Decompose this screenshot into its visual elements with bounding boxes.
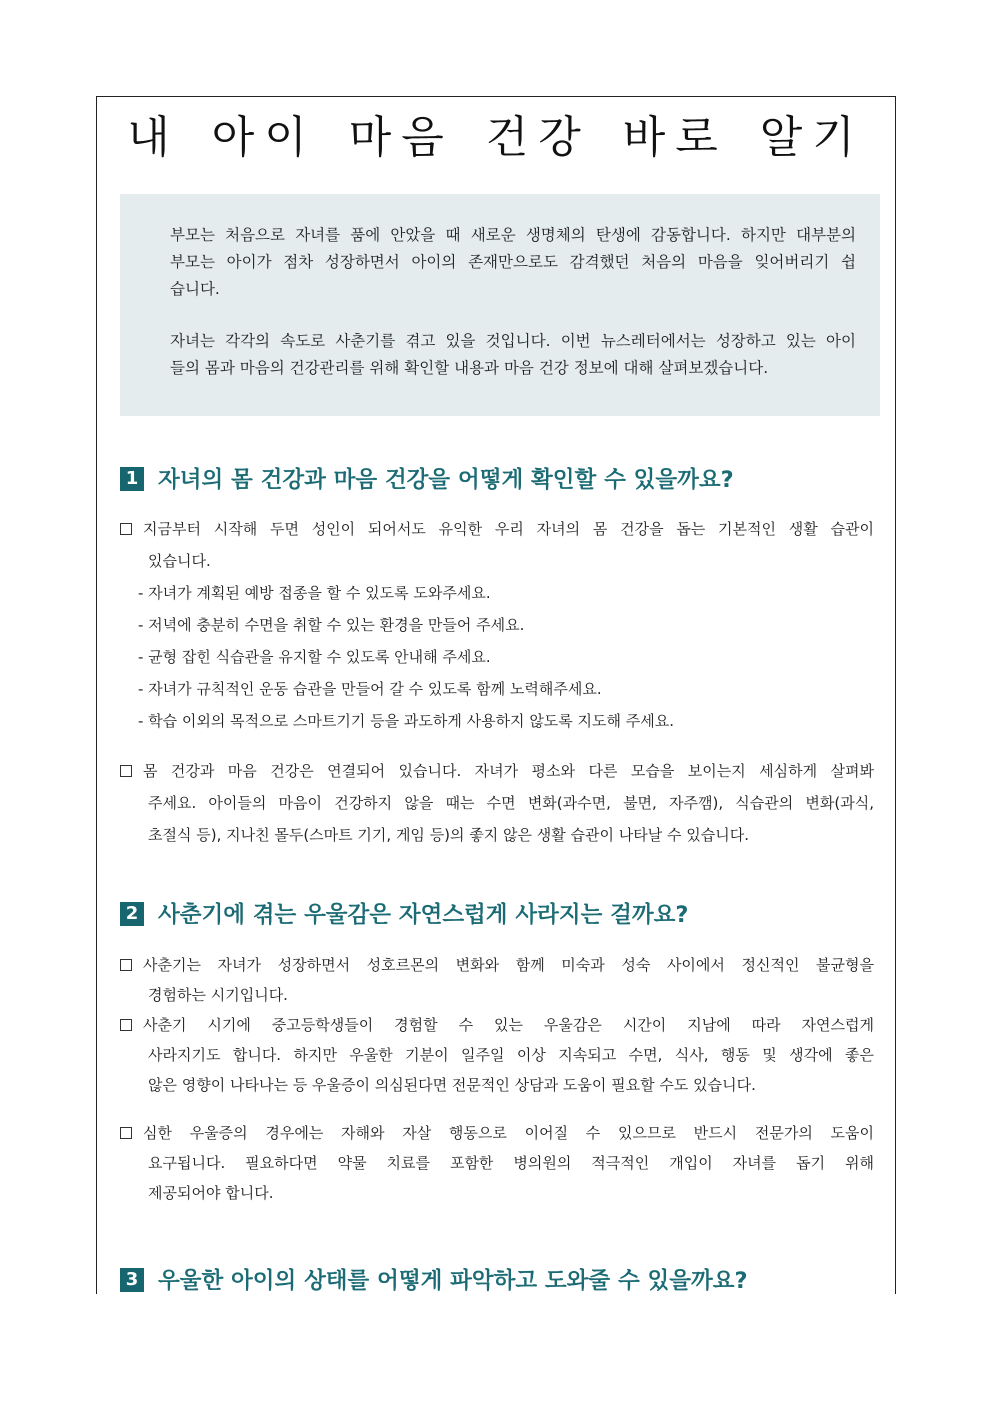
section-number-badge: 3	[120, 1268, 144, 1292]
bullet-item: 사춘기 시기에 중고등학생들이 경험할 수 있는 우울감은 시간이 지남에 따라 자연스럽게	[120, 1010, 874, 1040]
text-line: 주세요. 아이들의 마음이 건강하지 않을 때는 수면 변화(과수면, 불면, 자주깸), 식습관의 변화(과식,	[148, 794, 874, 812]
text-line: 않은 영향이 나타나는 등 우울증이 의심된다면 전문적인 상담과 도움이 필요할 수도 있습니다.	[148, 1076, 756, 1094]
text-line: 사라지기도 합니다. 하지만 우울한 기분이 일주일 이상 지속되고 수면, 식사, 행동 및 생각에 좋은	[148, 1046, 874, 1064]
dash-item: - 저녁에 충분히 수면을 취할 수 있는 환경을 만들어 주세요.	[138, 616, 525, 634]
dash-item: - 균형 잡힌 식습관을 유지할 수 있도록 안내해 주세요.	[138, 648, 491, 666]
text-line: 습니다.	[170, 280, 220, 298]
text-line: 제공되어야 합니다.	[148, 1184, 274, 1202]
text-line: 초절식 등), 지나친 몰두(스마트 기기, 게임 등)의 좋지 않은 생활 습관이 나타날 수 있습니다.	[148, 826, 749, 844]
bullet-item: 심한 우울증의 경우에는 자해와 자살 행동으로 이어질 수 있으므로 반드시 전문가의 도움이	[120, 1118, 874, 1148]
page-title: 내 아이 마음 건강 바로 알기	[127, 112, 865, 163]
checkbox-icon	[120, 1019, 132, 1031]
bullet-item: 지금부터 시작해 두면 성인이 되어서도 유익한 우리 자녀의 몸 건강을 돕는 기본적인 생활 습관이	[120, 513, 874, 545]
intro-box	[120, 194, 880, 416]
intro-paragraph-1	[170, 222, 856, 303]
checkbox-icon	[120, 523, 132, 535]
section-number-badge: 2	[120, 902, 144, 926]
section-number-badge: 1	[120, 467, 144, 491]
text-line: 경험하는 시기입니다.	[148, 986, 288, 1004]
bullet-item: 사춘기는 자녀가 성장하면서 성호르몬의 변화와 함께 미숙과 성숙 사이에서 정신적인 불균형을	[120, 950, 874, 980]
intro-paragraph-2	[170, 328, 856, 382]
section-1-body	[120, 513, 874, 851]
text-line: 부모는 아이가 점차 성장하면서 아이의 존재만으로도 감격했던 처음의 마음을 잊어버리기 쉽	[170, 253, 856, 271]
dash-item: - 학습 이외의 목적으로 스마트기기 등을 과도하게 사용하지 않도록 지도해 주세요.	[138, 712, 675, 730]
section-title: 사춘기에 겪는 우울감은 자연스럽게 사라지는 걸까요?	[158, 902, 689, 928]
section-2-heading	[120, 897, 688, 929]
section-3-heading	[120, 1263, 748, 1295]
text-line: 요구됩니다. 필요하다면 약물 치료를 포함한 병의원의 적극적인 개입이 자녀를 돕기 위해	[148, 1154, 874, 1172]
checkbox-icon	[120, 1127, 132, 1139]
section-title: 우울한 아이의 상태를 어떻게 파악하고 도와줄 수 있을까요?	[158, 1268, 748, 1294]
dash-item: - 자녀가 계획된 예방 접종을 할 수 있도록 도와주세요.	[138, 584, 491, 602]
text-line: 있습니다.	[148, 552, 211, 570]
bullet-item: 몸 건강과 마음 건강은 연결되어 있습니다. 자녀가 평소와 다른 모습을 보이는지 세심하게 살펴봐	[120, 755, 874, 787]
checkbox-icon	[120, 765, 132, 777]
text-line: 부모는 처음으로 자녀를 품에 안았을 때 새로운 생명체의 탄생에 감동합니다. 하지만 대부분의	[170, 226, 856, 244]
section-1-heading	[120, 462, 734, 494]
checkbox-icon	[120, 959, 132, 971]
section-2-body	[120, 950, 874, 1208]
dash-item: - 자녀가 규칙적인 운동 습관을 만들어 갈 수 있도록 함께 노력해주세요.	[138, 680, 602, 698]
section-title: 자녀의 몸 건강과 마음 건강을 어떻게 확인할 수 있을까요?	[158, 467, 734, 493]
text-line: 자녀는 각각의 속도로 사춘기를 겪고 있을 것입니다. 이번 뉴스레터에서는 성장하고 있는 아이	[170, 332, 856, 350]
text-line: 들의 몸과 마음의 건강관리를 위해 확인할 내용과 마음 건강 정보에 대해 살펴보겠습니다.	[170, 359, 769, 377]
